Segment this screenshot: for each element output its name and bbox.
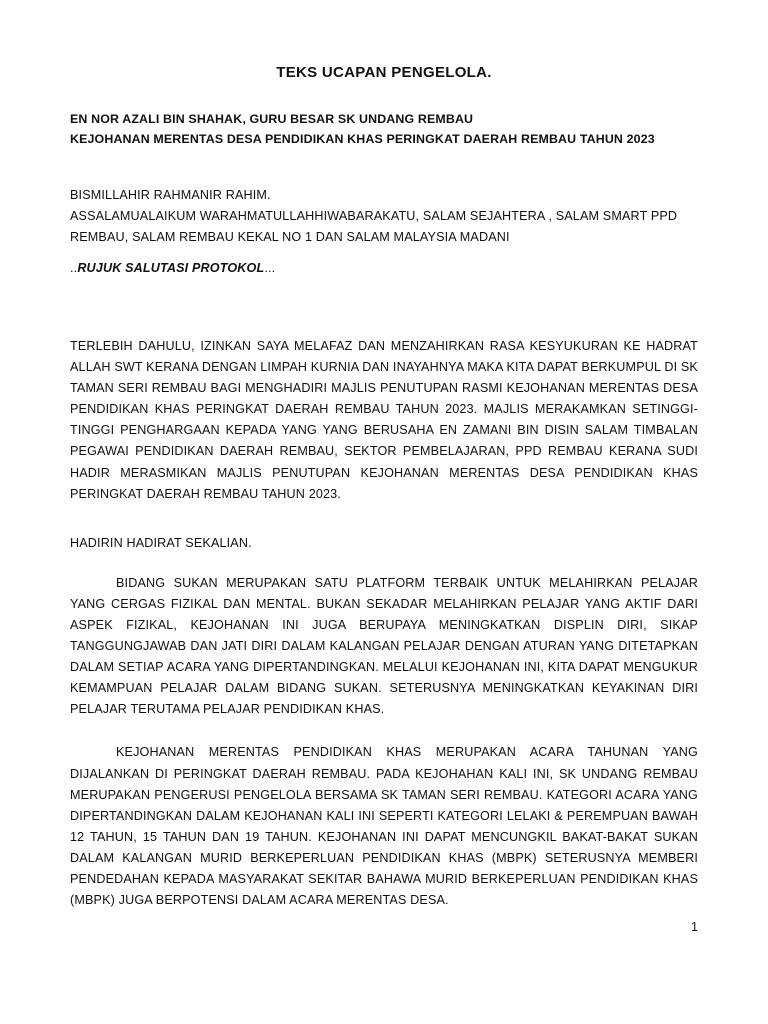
protocol-suffix: ... xyxy=(264,261,276,275)
opening-line-bismillah: BISMILLAHIR RAHMANIR RAHIM. xyxy=(70,188,271,202)
document-body xyxy=(70,64,698,911)
protocol-prefix: .. xyxy=(70,261,78,275)
speaker-heading: EN NOR AZALI BIN SHAHAK, GURU BESAR SK UNDANG REMBAU xyxy=(70,112,474,126)
audience-address: HADIRIN HADIRAT SEKALIAN. xyxy=(70,535,252,550)
paragraph-event: KEJOHANAN MERENTAS PENDIDIKAN KHAS MERUPAKAN ACARA TAHUNAN YANG DIJALANKAN DI PERINGKAT DAERAH REMBAU. PADA KEJOHAHAN KALI INI, SK UNDANG REMBAU MERUPAKAN PENGERUSI PENGELOLA BERSAMA SK TAMAN SERI REMBAU. KATEGORI ACARA YANG DIPERTANDINGKAN DALAM KEJOHANAN KALI INI SEPERTI KATEGORI LELAKI & PEREMPUAN BAWAH 12 TAHUN, 15 TAHUN DAN 19 TAHUN. KEJOHANAN INI DAPAT MENCUNGKIL BAKAT-BAKAT SUKAN DALAM KALANGAN MURID BERKEPERLUAN PENDIDIKAN KHAS (MBPK) SETERUSNYA MEMBERI PENDEDAHAN KEPADA MASYARAKAT SEKITAR BAHAWA MURID BERKEPERLUAN PENDIDIKAN KHAS (MBPK) JUGA BERPOTENSI DALAM ACARA MERENTAS DESA. xyxy=(70,745,698,908)
paragraph-opening: TERLEBIH DAHULU, IZINKAN SAYA MELAFAZ DAN MENZAHIRKAN RASA KESYUKURAN KE HADRAT ALLAH SWT KERANA DENGAN LIMPAH KURNIA DAN INAYAHNYA MAKA KITA DAPAT BERKUMPUL DI SK TAMAN SERI REMBAU BAGI MENGHADIRI MAJLIS PENUTUPAN RASMI KEJOHANAN MERENTAS DESA PENDIDIKAN KHAS PERINGKAT DAERAH REMBAU TAHUN 2023. MAJLIS MERAKAMKAN SETINGGI-TINGGI PENGHARGAAN KEPADA YANG YANG BERUSAHA EN ZAMANI BIN DISIN SALAM TIMBALAN PEGAWAI PENDIDIKAN DAERAH REMBAU, SEKTOR PEMBELAJARAN, PPD REMBAU KERANA SUDI HADIR MERASMIKAN MAJLIS PENUTUPAN KEJOHANAN MERENTAS DESA PENDIDIKAN KHAS PERINGKAT DAERAH REMBAU TAHUN 2023. xyxy=(70,339,698,501)
page-number: 1 xyxy=(690,920,698,934)
opening-line-salam: ASSALAMUALAIKUM WARAHMATULLAHHIWABARAKATU, SALAM SEJAHTERA , SALAM SMART PPD REMBAU, SALAM REMBAU KEKAL NO 1 DAN SALAM MALAYSIA MADANI xyxy=(70,209,678,244)
opening-greeting xyxy=(70,185,698,248)
protocol-note xyxy=(70,258,698,278)
document-title: TEKS UCAPAN PENGELOLA. xyxy=(276,64,492,81)
paragraph-sports: BIDANG SUKAN MERUPAKAN SATU PLATFORM TERBAIK UNTUK MELAHIRKAN PELAJAR YANG CERGAS FIZIKAL DAN MENTAL. BUKAN SEKADAR MELAHIRKAN PELAJAR YANG AKTIF DARI ASPEK FIZIKAL, KEJOHANAN INI JUGA BERUPAYA MENINGKATKAN DISPLIN DIRI, SIKAP TANGGUNGJAWAB DAN JATI DIRI DALAM KALANGAN PELAJAR DENGAN ATURAN YANG DITETAPKAN DALAM SETIAP ACARA YANG DIPERTANDINGKAN. MELALUI KEJOHANAN INI, KITA DAPAT MENGUKUR KEMAMPUAN PELAJAR DALAM BIDANG SUKAN. SETERUSNYA MENINGKATKAN KEYAKINAN DIRI PELAJAR TERUTAMA PELAJAR PENDIDIKAN KHAS. xyxy=(70,575,698,717)
event-heading: KEJOHANAN MERENTAS DESA PENDIDIKAN KHAS PERINGKAT DAERAH REMBAU TAHUN 2023 xyxy=(70,132,655,146)
protocol-note-text: RUJUK SALUTASI PROTOKOL xyxy=(77,261,265,275)
